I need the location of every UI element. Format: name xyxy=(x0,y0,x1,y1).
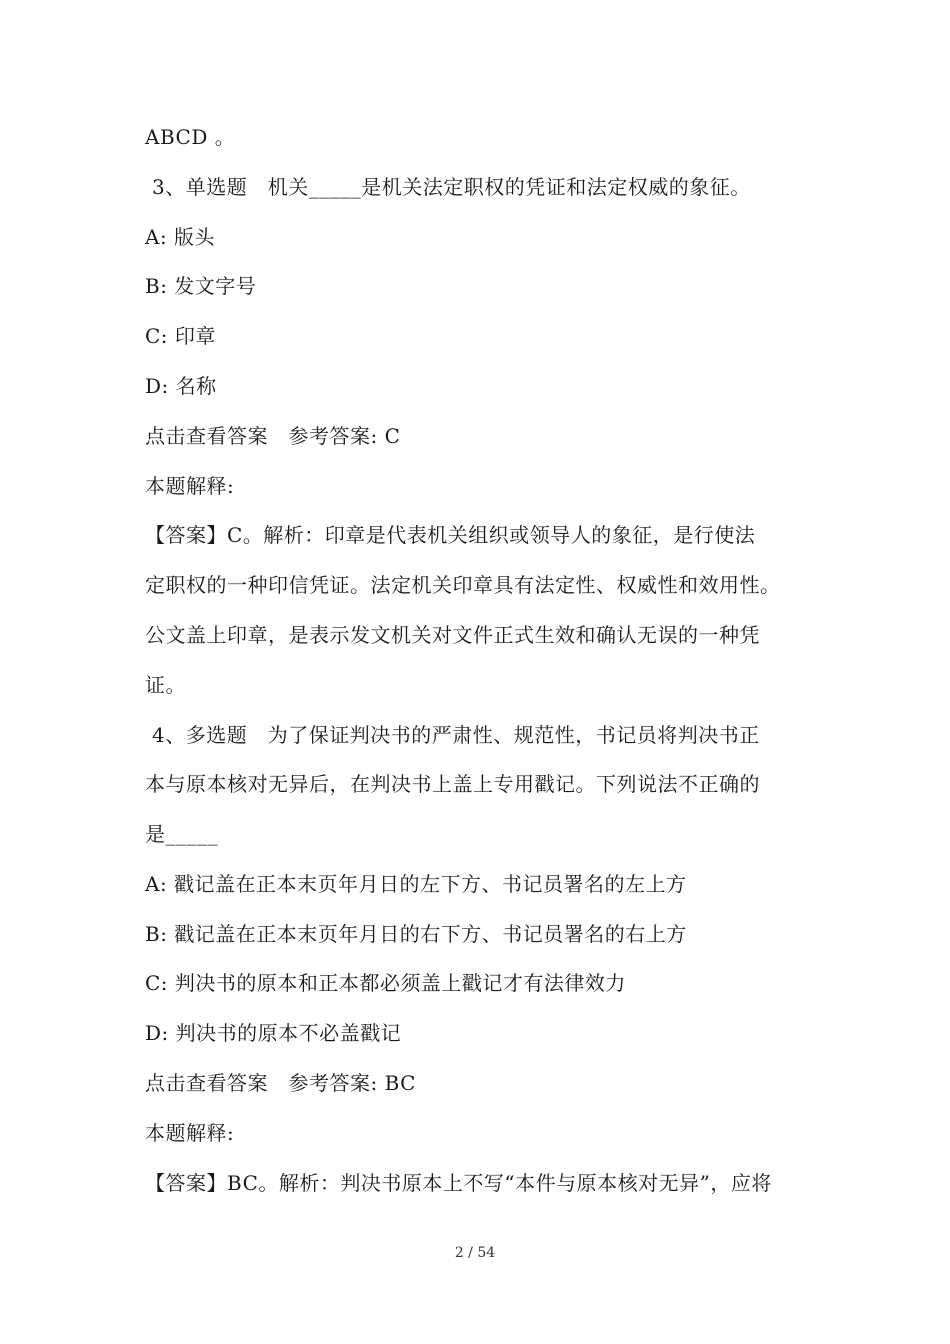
question-4-explanation-line: 【答案】BC。解析：判决书原本上不写“本件与原本核对无异”，应将 xyxy=(145,1171,772,1195)
question-4-explanation-heading: 本题解释: xyxy=(145,1121,235,1145)
question-3-option-a: A: 版头 xyxy=(145,225,216,249)
question-4-stem: 是_____ xyxy=(145,822,218,846)
question-3-explanation-line: 证。 xyxy=(145,673,186,697)
page-indicator: 2 / 54 xyxy=(454,1245,496,1261)
question-3-option-b: B: 发文字号 xyxy=(145,274,257,298)
question-4-answer-link[interactable]: 点击查看答案 参考答案: BC xyxy=(145,1071,416,1095)
question-3-explanation-line: 定职权的一种印信凭证。法定机关印章具有法定性、权威性和效用性。 xyxy=(145,573,781,597)
text-line: ABCD 。 xyxy=(145,125,236,149)
question-4-option-c: C: 判决书的原本和正本都必须盖上戳记才有法律效力 xyxy=(145,971,626,995)
question-4-stem: 4、多选题 为了保证判决书的严肃性、规范性，书记员将判决书正 xyxy=(152,723,760,747)
question-3-answer-link[interactable]: 点击查看答案 参考答案: C xyxy=(145,424,401,448)
question-4-option-a: A: 戳记盖在正本末页年月日的左下方、书记员署名的左上方 xyxy=(145,872,687,896)
question-3-option-c: C: 印章 xyxy=(145,324,216,348)
question-3-explanation-heading: 本题解释: xyxy=(145,474,235,498)
question-4-option-b: B: 戳记盖在正本末页年月日的右下方、书记员署名的右上方 xyxy=(145,922,687,946)
question-4-option-d: D: 判决书的原本不必盖戳记 xyxy=(145,1021,402,1045)
question-4-stem: 本与原本核对无异后，在判决书上盖上专用戳记。下列说法不正确的 xyxy=(145,772,760,796)
question-3-option-d: D: 名称 xyxy=(145,374,217,398)
question-3-explanation-line: 公文盖上印章，是表示发文机关对文件正式生效和确认无误的一种凭 xyxy=(145,623,760,647)
question-3-stem: 3、单选题 机关_____是机关法定职权的凭证和法定权威的象征。 xyxy=(152,175,751,199)
question-3-explanation-line: 【答案】C。解析：印章是代表机关组织或领导人的象征，是行使法 xyxy=(145,523,756,547)
